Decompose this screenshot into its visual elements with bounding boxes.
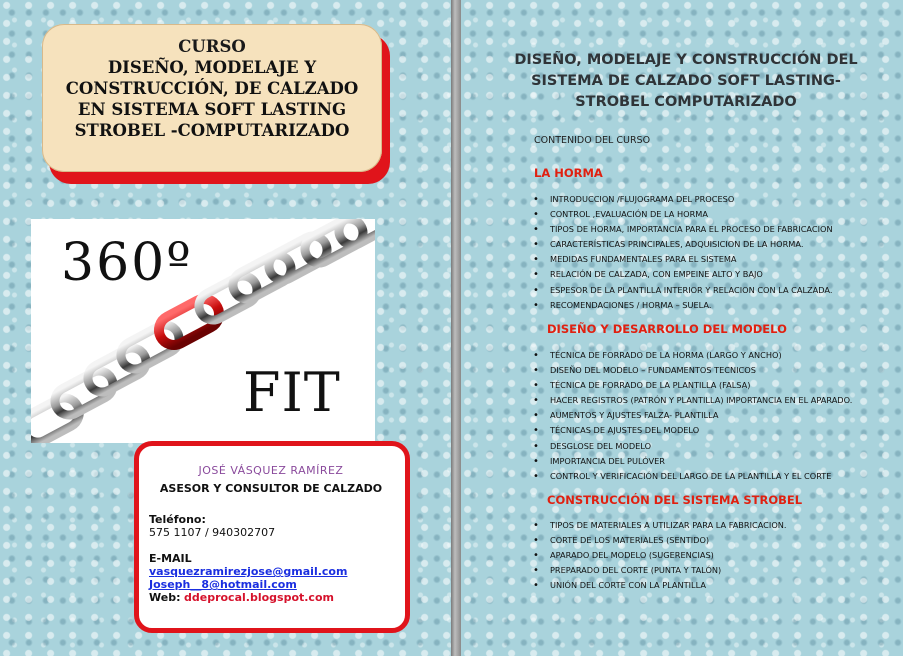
list-item: • MEDIDAS FUNDAMENTALES PARA EL SISTEMA (533, 252, 833, 267)
page-divider (451, 0, 461, 656)
chain-image (31, 219, 375, 443)
list-item: • TIPOS DE MATERIALES A UTILIZAR PARA LA FABRICACION. (533, 518, 787, 533)
list-item: • CONTROL ,EVALUACIÓN DE LA HORMA (533, 207, 833, 222)
list-item: • PREPARADO DEL CORTE (PUNTA Y TALÓN) (533, 563, 787, 578)
web-label: Web: (149, 591, 181, 604)
email-label: E-MAIL (149, 552, 192, 565)
list-item: • TÉCNICA DE FORRADO DE LA PLANTILLA (FALSA) (533, 378, 852, 393)
contact-name: JOSÉ VÁSQUEZ RAMÍREZ (198, 464, 344, 477)
course-title (496, 50, 876, 113)
list-item: • ESPESOR DE LA PLANTILLA INTERIOR Y RELACION CON LA CALZADA. (533, 283, 833, 298)
list-item: • TÉCNICAS DE AJUSTES DEL MODELO (533, 423, 852, 438)
course-title-box (42, 24, 382, 172)
phone-value: 575 1107 / 940302707 (149, 526, 276, 539)
list-item: • RECOMENDACIONES / HORMA – SUELA. (533, 298, 833, 313)
title-line: STROBEL -COMPUTARIZADO (74, 121, 350, 140)
list-item: • TIPOS DE HORMA, IMPORTANCIA PARA EL PROCESO DE FABRICACION (533, 222, 833, 237)
title-line: CURSO (178, 37, 246, 56)
list-item: • IMPORTANCIA DEL PULÓVER (533, 454, 852, 469)
title-line: DISEÑO, MODELAJE Y (107, 58, 317, 77)
section-list-diseno (533, 348, 852, 484)
course-title-line: STROBEL COMPUTARIZADO (575, 94, 797, 110)
section-list-horma (533, 192, 833, 313)
title-line: EN SISTEMA SOFT LASTING (77, 100, 347, 119)
contact-box (134, 441, 410, 633)
list-item: • INTRODUCCION /FLUJOGRAMA DEL PROCESO (533, 192, 833, 207)
left-panel (0, 0, 451, 656)
list-item: • AUMENTOS Y AJUSTES FALZA- PLANTILLA (533, 408, 852, 423)
list-item: • TÉCNICA DE FORRADO DE LA HORMA (LARGO Y ANCHO) (533, 348, 852, 363)
list-item: • APARADO DEL MODELO (SUGERENCIAS) (533, 548, 787, 563)
course-title-line: SISTEMA DE CALZADO SOFT LASTING- (531, 73, 841, 89)
section-heading-diseno: DISEÑO Y DESARROLLO DEL MODELO (547, 322, 787, 336)
list-item: • CARACTERÍSTICAS PRINCIPALES, ADQUISICION DE LA HORMA. (533, 237, 833, 252)
list-item: • RELACIÓN DE CALZADA, CON EMPEINE ALTO Y BAJO (533, 267, 833, 282)
phone-label: Teléfono: (149, 513, 206, 526)
contact-role: ASESOR Y CONSULTOR DE CALZADO (159, 482, 383, 495)
email-link-hotmail[interactable]: Joseph__8@hotmail.com (149, 578, 297, 591)
list-item: • DISEÑO DEL MODELO – FUNDAMENTOS TECNICOS (533, 363, 852, 378)
title-line: CONSTRUCCIÓN, DE CALZADO (65, 79, 359, 98)
list-item: • CORTE DE LOS MATERIALES (SENTIDO) (533, 533, 787, 548)
course-title-line: DISEÑO, MODELAJE Y CONSTRUCCIÓN DEL (514, 52, 858, 68)
web-link[interactable]: ddeprocal.blogspot.com (183, 591, 334, 604)
list-item: • HACER REGISTROS (PATRÓN Y PLANTILLA) IMPORTANCIA EN EL APARADO. (533, 393, 852, 408)
section-list-strobel (533, 518, 787, 593)
right-panel (461, 0, 903, 656)
list-item: • UNIÓN DEL CORTE CON LA PLANTILLA (533, 578, 787, 593)
section-heading-strobel: CONSTRUCCIÓN DEL SISTEMA STROBEL (547, 493, 803, 507)
contents-heading: CONTENIDO DEL CURSO (534, 135, 651, 146)
number-360-text: 360º (61, 233, 193, 293)
section-heading-horma: LA HORMA (534, 166, 603, 180)
email-link-gmail[interactable]: vasquezramirezjose@gmail.com (149, 565, 348, 578)
list-item: • DESGLOSE DEL MODELO (533, 439, 852, 454)
list-item: • CONTROL Y VERIFICACIÓN DEL LARGO DE LA PLANTILLA Y EL CORTE (533, 469, 852, 484)
fit-text: FIT (243, 361, 341, 424)
